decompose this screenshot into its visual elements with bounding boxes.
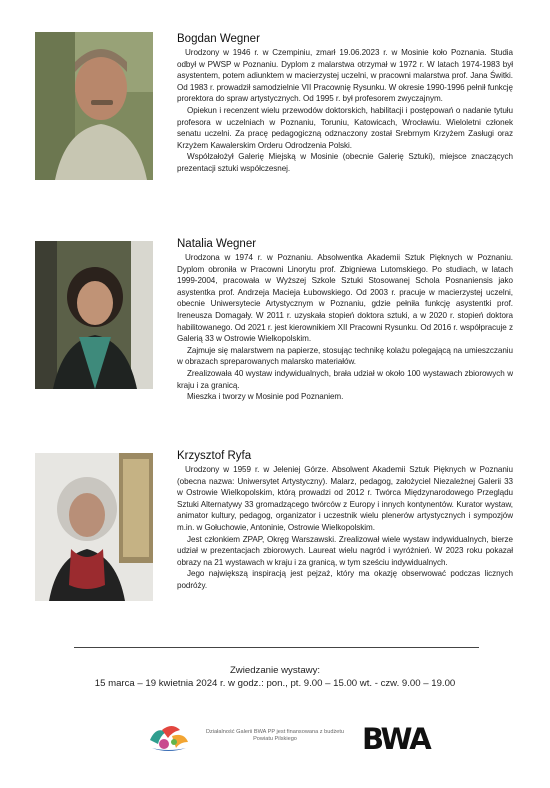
bio-text bbox=[177, 237, 513, 403]
bio-paragraph: Urodzony w 1959 r. w Jeleniej Górze. Absolwent Akademii Sztuk Pięknych w Poznaniu (obecna nazwa: Uniwersytet Artystyczny). Malarz, pedagog, założyciel Niezależnej Galerii 33 w Ostrowie Wielkopolskim, którą prowadzi od 2012 r. Twórca Międzynarodowego Przeglądu Sztuki Alternatywy 33 gromadzącego twórców z Europy i innych kontynentów. Kurator wystaw, animator kultury, pedagog, organizator i uczestnik wielu plenerów artystycznych i sympozjów m.in. w Gołuchowie, Antoninie, Ostrowie Wielkopolskim. bbox=[177, 465, 513, 532]
portrait-photo-man-gray-hair-red-scarf-icon bbox=[35, 453, 153, 601]
funding-note: Działalność Galerii BWA PP jest finansowana z budżetu Powiatu Pilskiego bbox=[205, 729, 345, 743]
bio-paragraph: Opiekun i recenzent wielu przewodów doktorskich, habilitacji i postępowań o nadanie tytułu profesora w uczelniach w Poznaniu, Toruniu, Katowicach, Wrocławiu. Wieloletni członek senatu uczelni. Za pracę pedagogiczną odznaczony został Srebrnym Krzyżem Zasługi oraz Krzyżem Kawalerskim Orderu Odrodzenia Polski. bbox=[177, 105, 513, 150]
visit-heading: Zwiedzanie wystawy: bbox=[229, 665, 321, 676]
bio-text bbox=[177, 32, 513, 175]
portrait-photo-bogdan bbox=[35, 32, 153, 180]
bio-paragraph: Urodzony w 1946 r. w Czempiniu, zmarł 19.06.2023 r. w Mosinie koło Poznania. Studia odbył w PWSP w Poznaniu. Dyplom z malarstwa otrzymał w 1972 r. W latach 1974-1983 był asystentem, potem adiunktem w macierzystej uczelni, w pracowni malarstwa prof. Jana Świtki. Od 1983 r. prowadził samodzielnie VII Pracownię Rysunku. W okresie 1990-1996 pełnił funkcję prorektora do spraw artystycznych. Od 1995 r. był profesorem zwyczajnym. bbox=[177, 48, 513, 104]
bio-name: Natalia Wegner bbox=[177, 238, 257, 250]
bio-name: Krzysztof Ryfa bbox=[177, 450, 252, 462]
bwa-logo-icon bbox=[360, 718, 430, 756]
bio-bogdan-wegner bbox=[35, 32, 513, 232]
bio-paragraph: Współzałożył Galerię Miejską w Mosinie (obecnie Galerię Sztuki), miejsce znaczących prezentacji sztuki współczesnej. bbox=[177, 152, 513, 173]
bio-paragraph: Jest członkiem ZPAP, Okręg Warszawski. Zrealizował wiele wystaw indywidualnych, bierze udział w prezentacjach zbiorowych. Laureat wielu nagród i wyróżnień. W 2023 roku pokazał obrazy na 21 wystawach w kraju i za granicą, w tym sześciu indywidualnych. bbox=[177, 534, 513, 567]
portrait-photo-krzysztof bbox=[35, 453, 153, 601]
powiat-pilski-logo-icon bbox=[148, 722, 190, 754]
portrait-photo-natalia bbox=[35, 241, 153, 389]
bio-name: Bogdan Wegner bbox=[177, 33, 260, 45]
bio-text bbox=[177, 449, 513, 592]
visit-hours: 15 marca – 19 kwietnia 2024 r. w godz.: pon., pt. 9.00 – 15.00 wt. - czw. 9.00 – 19.00 bbox=[94, 678, 456, 689]
section-divider bbox=[74, 647, 479, 648]
bio-krzysztof-ryfa bbox=[35, 449, 513, 629]
bio-paragraph: Zajmuje się malarstwem na papierze, stosując technikę kolażu polegającą na umieszczaniu w obrazach spreparowanych malarsko materiałów. bbox=[177, 345, 513, 367]
bio-paragraph: Jego największą inspiracją jest pejzaż, który ma okazję obserwować podczas licznych podróży. bbox=[177, 569, 513, 590]
bio-paragraph: Zrealizowała 40 wystaw indywidualnych, brała udział w około 100 wystawach zbiorowych w kraju i za granicą. bbox=[177, 368, 513, 390]
bio-natalia-wegner bbox=[35, 237, 513, 437]
bwa-logo-text: BWA bbox=[362, 722, 430, 756]
bio-paragraph: Urodzona w 1974 r. w Poznaniu. Absolwentka Akademii Sztuk Pięknych w Poznaniu. Dyplom obroniła w Pracowni Linorytu prof. Zbigniewa Lutomskiego. Po studiach, w latach 1999-2004, pracowała w Wyższej Szkole Sztuki Stosowanej Schola Posnaniensis jako asystentka prof. Andrzeja Macieja Łubowskiego. Od 2003 r. pracuje w macierzystej uczelni, obecnie Uniwersytecie Artystycznym w Poznaniu, gdzie pełniła funkcję asystentki prof. Ireneusza Domagały. W 2011 r. uzyskała stopień doktora sztuki, a w 2020 r. stopień doktora habilitowanego. Od 2021 r. jest kierownikiem XII Pracowni Rysunku. Od 2016 r. współpracuje z Galerią 33 w Ostrowie Wielkopolskim. bbox=[177, 253, 513, 344]
portrait-photo-woman-curly-hair-icon bbox=[35, 241, 153, 389]
portrait-photo-man-with-mustache-icon bbox=[35, 32, 153, 180]
bio-paragraph: Mieszka i tworzy w Mosinie pod Poznaniem. bbox=[187, 392, 344, 402]
